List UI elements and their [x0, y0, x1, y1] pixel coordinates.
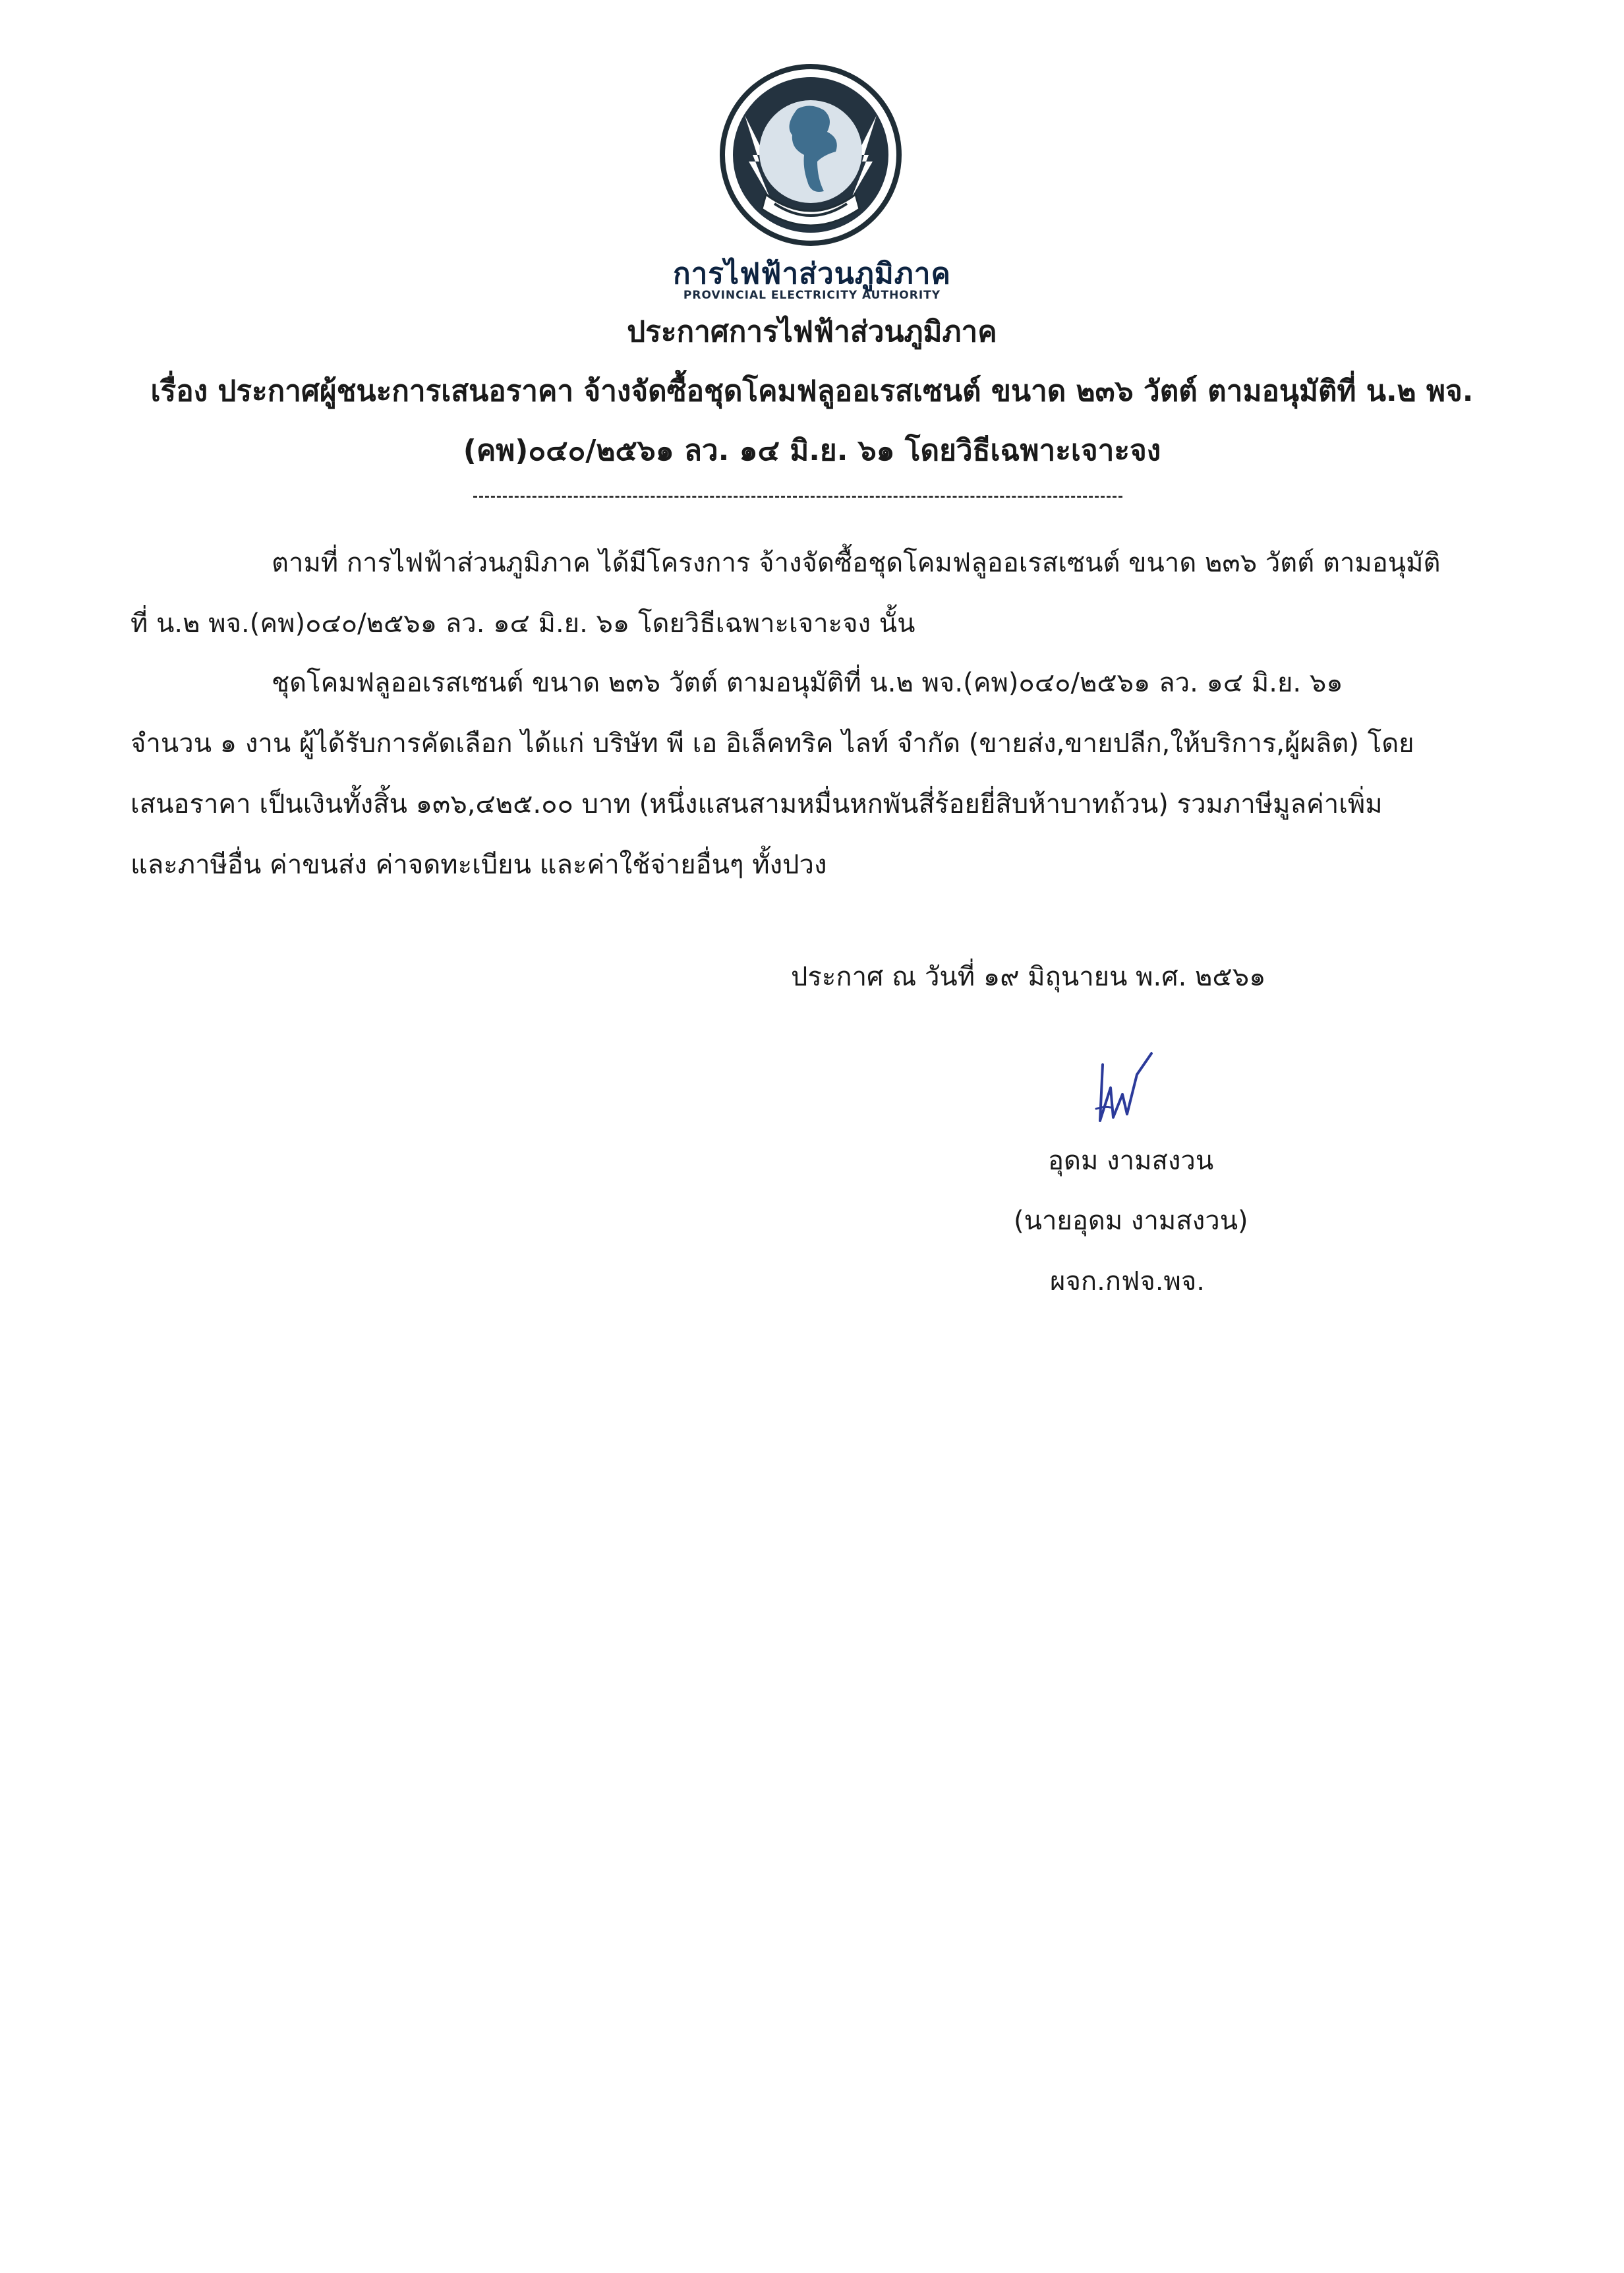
- paragraph-1-line-1: ตามที่ การไฟฟ้าส่วนภูมิภาค ได้มีโครงการ จ้างจัดซื้อชุดโคมฟลูออเรสเซนต์ ขนาด ๒๓๖ วัตต์ ตามอนุมัติ: [272, 548, 1441, 578]
- announcement-title: ประกาศการไฟฟ้าส่วนภูมิภาค: [627, 315, 997, 349]
- paragraph-2-line-4: และภาษีอื่น ค่าขนส่ง ค่าจดทะเบียน และค่าใช้จ่ายอื่นๆ ทั้งปวง: [130, 850, 827, 880]
- paragraph-1-line-2: ที่ น.๒ พจ.(คพ)๐๔๐/๒๕๖๑ ลว. ๑๔ มิ.ย. ๖๑ โดยวิธีเฉพาะเจาะจง นั้น: [130, 608, 915, 639]
- subject-line-2: (คพ)๐๔๐/๒๕๖๑ ลว. ๑๔ มิ.ย. ๖๑ โดยวิธีเฉพาะเจาะจง: [463, 434, 1161, 467]
- paragraph-2-line-3: เสนอราคา เป็นเงินทั้งสิ้น ๑๓๖,๔๒๕.๐๐ บาท (หนึ่งแสนสามหมื่นหกพันสี่ร้อยยี่สิบห้าบาทถ้วน) รวมภาษีมูลค่าเพิ่ม: [130, 789, 1383, 819]
- pea-emblem-icon: [718, 63, 903, 247]
- signature-icon: [1091, 1048, 1163, 1127]
- announcement-date: ประกาศ ณ วันที่ ๑๙ มิถุนายน พ.ศ. ๒๕๖๑: [791, 962, 1266, 992]
- separator-rule: [473, 496, 1122, 498]
- signer-name: อุดม งามสงวน: [1048, 1146, 1214, 1176]
- org-name-en: PROVINCIAL ELECTRICITY AUTHORITY: [683, 289, 941, 302]
- paragraph-2-line-2: จำนวน ๑ งาน ผู้ได้รับการคัดเลือก ได้แก่ บริษัท พี เอ อิเล็คทริค ไลท์ จำกัด (ขายส่ง,ขายปลีก,ให้บริการ,ผู้ผลิต) โดย: [130, 728, 1414, 759]
- paragraph-2-line-1: ชุดโคมฟลูออเรสเซนต์ ขนาด ๒๓๖ วัตต์ ตามอนุมัติที่ น.๒ พจ.(คพ)๐๔๐/๒๕๖๑ ลว. ๑๔ มิ.ย. ๖๑: [272, 668, 1343, 698]
- signer-full-name: (นายอุดม งามสงวน): [1014, 1206, 1248, 1236]
- org-name-th: การไฟฟ้าส่วนภูมิภาค: [673, 257, 951, 291]
- signer-position: ผจก.กฟจ.พจ.: [1050, 1266, 1205, 1297]
- subject-line-1: เรื่อง ประกาศผู้ชนะการเสนอราคา จ้างจัดซื้อชุดโคมฟลูออเรสเซนต์ ขนาด ๒๓๖ วัตต์ ตามอนุมัติที่ น.๒ พจ.: [150, 374, 1474, 408]
